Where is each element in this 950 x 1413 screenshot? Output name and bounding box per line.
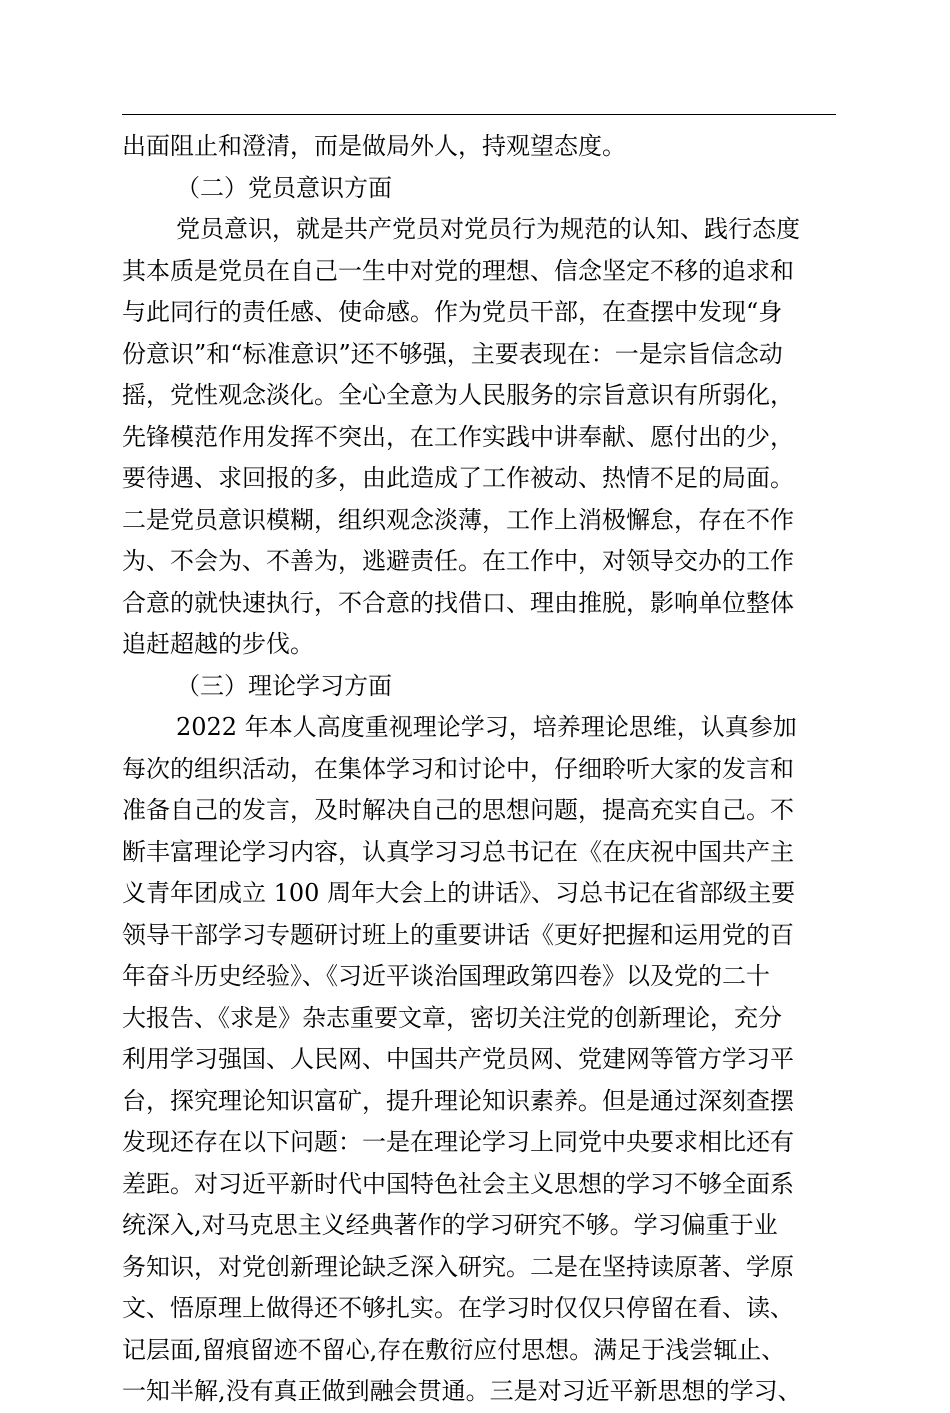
text-line: 为、不会为、不善为，逃避责任。在工作中，对领导交办的工作	[122, 547, 794, 575]
text-line: 与此同行的责任感、使命感。作为党员干部，在查摆中发现“身	[122, 298, 783, 326]
text-line: 要待遇、求回报的多，由此造成了工作被动、热情不足的局面。	[122, 464, 794, 492]
text-line: 义青年团成立 100 周年大会上的讲话》、习总书记在省部级主要	[122, 879, 796, 907]
text-line: 摇，党性观念淡化。全心全意为人民服务的宗旨意识有所弱化，	[122, 381, 794, 409]
text-line: 一知半解,没有真正做到融会贯通。三是对习近平新思想的学习、	[122, 1377, 802, 1405]
text-line: 党员意识，就是共产党员对党员行为规范的认知、践行态度	[176, 215, 800, 243]
text-line: 统深入,对马克思主义经典著作的学习研究不够。学习偏重于业	[122, 1211, 778, 1239]
text-line: 台，探究理论知识富矿，提升理论知识素养。但是通过深刻查摆	[122, 1086, 794, 1115]
text-line: 每次的组织活动，在集体学习和讨论中，仔细聆听大家的发言和	[122, 754, 794, 783]
text-line: 差距。对习近平新时代中国特色社会主义思想的学习不够全面系	[122, 1169, 794, 1198]
text-line: 先锋模范作用发挥不突出，在工作实践中讲奉献、愿付出的少，	[122, 422, 794, 451]
document-body	[122, 126, 852, 1413]
text-line: 领导干部学习专题研讨班上的重要讲话《更好把握和运用党的百	[122, 920, 794, 949]
text-line: （二）党员意识方面	[176, 173, 392, 202]
text-line: 其本质是党员在自己一生中对党的理想、信念坚定不移的追求和	[122, 256, 794, 285]
text-line: 务知识，对党创新理论缺乏深入研究。二是在坚持读原著、学原	[122, 1252, 794, 1281]
text-line: 合意的就快速执行，不合意的找借口、理由推脱，影响单位整体	[122, 588, 794, 617]
text-line: 份意识”和“标准意识”还不够强，主要表现在：一是宗旨信念动	[122, 339, 783, 368]
text-line: 追赶超越的步伐。	[122, 630, 314, 658]
text-line: 记层面,留痕留迹不留心,存在敷衍应付思想。满足于浅尝辄止、	[122, 1335, 786, 1364]
text-line: 大报告、《求是》杂志重要文章，密切关注党的创新理论，充分	[122, 1003, 782, 1032]
text-line: 出面阻止和澄清，而是做局外人，持观望态度。	[122, 132, 626, 160]
text-line: 年奋斗历史经验》、《习近平谈治国理政第四卷》以及党的二十	[122, 962, 770, 990]
text-line: 断丰富理论学习内容，认真学习习总书记在《在庆祝中国共产主	[122, 837, 794, 866]
text-line: 准备自己的发言，及时解决自己的思想问题，提高充实自己。不	[122, 796, 794, 824]
text-line: 发现还存在以下问题：一是在理论学习上同党中央要求相比还有	[122, 1128, 794, 1156]
header-rule	[122, 114, 836, 115]
text-line: 2022 年本人高度重视理论学习，培养理论思维，认真参加	[176, 713, 797, 741]
text-line: 二是党员意识模糊，组织观念淡薄，工作上消极懈怠，存在不作	[122, 505, 794, 534]
text-line: 文、悟原理上做得还不够扎实。在学习时仅仅只停留在看、读、	[122, 1294, 794, 1322]
text-line: 利用学习强国、人民网、中国共产党员网、党建网等管方学习平	[122, 1045, 794, 1073]
text-line: （三）理论学习方面	[176, 671, 392, 700]
